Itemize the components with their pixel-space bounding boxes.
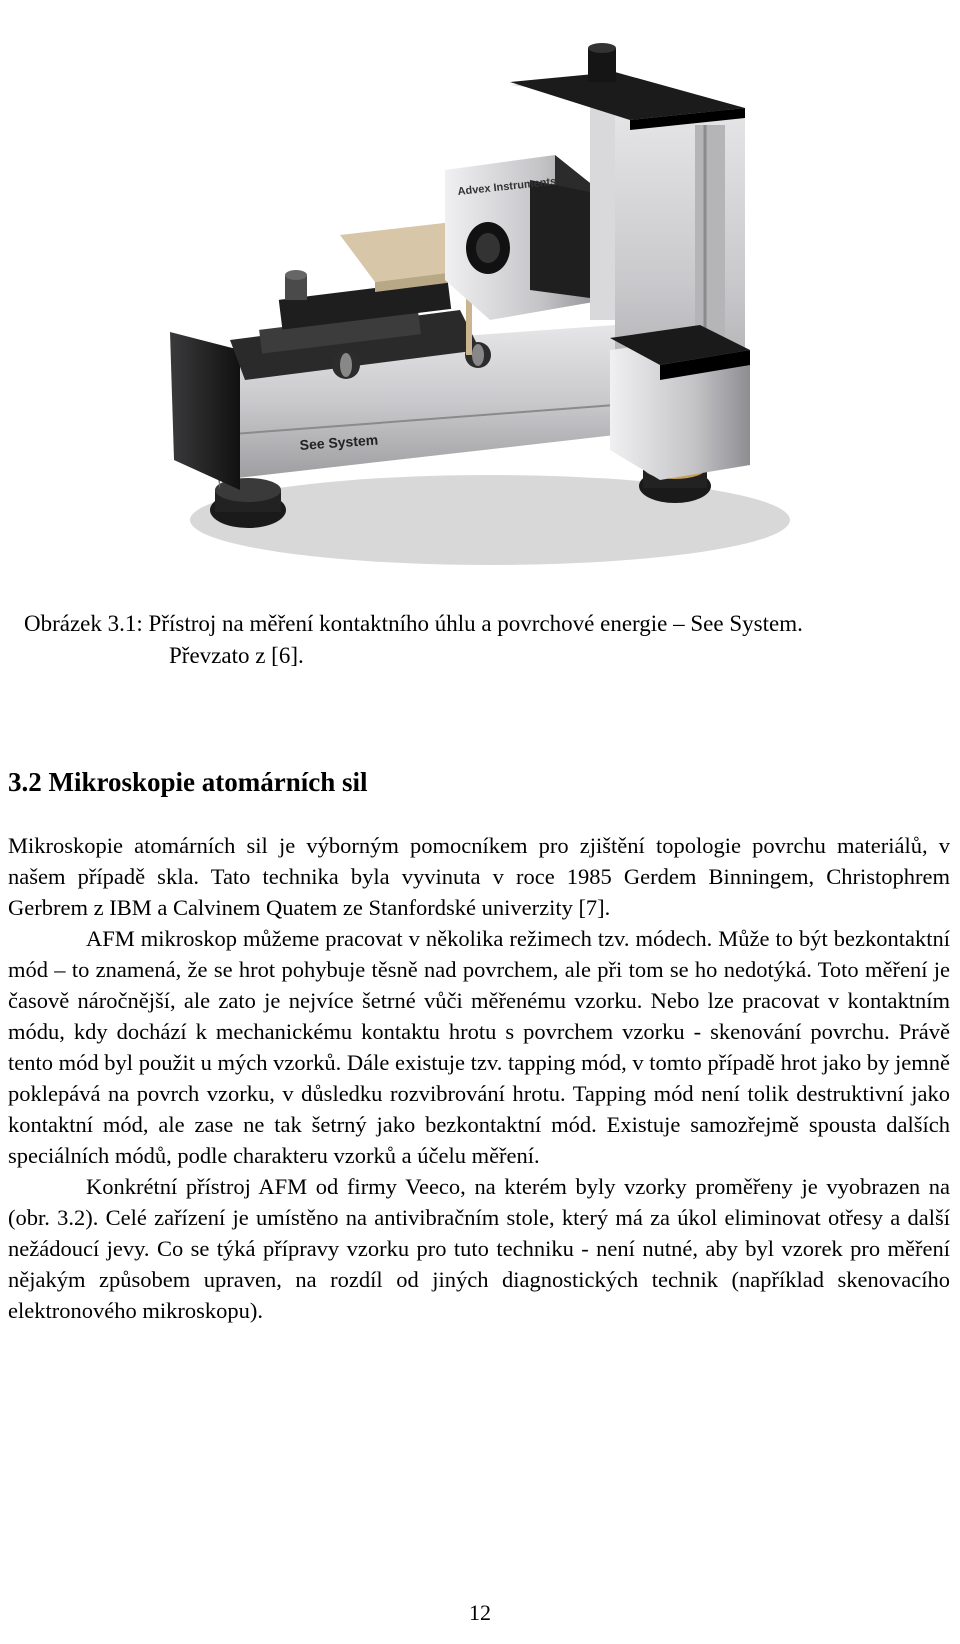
figure-caption [24,608,924,672]
section-body [8,830,950,1326]
brand-label: Advex Instruments [457,175,557,198]
base-label: See System [299,431,379,453]
caption-line-2: Převzato z [6]. [169,643,304,668]
paragraph-3: Konkrétní přístroj AFM od firmy Veeco, na kterém byly vzorky proměřeny je vyobrazen na (obr. 3.2). Celé zařízení je umístěno na antivibračním stole, který má za úkol eliminovat otřesy a další nežádoucí jevy. Co se týká přípravy vzorku pro tuto techniku - není nutné, aby byl vzorek pro měření nějakým způsobem upraven, na rozdíl od jiných diagnostických technik (například skenovacího elektronového mikroskopu). [8,1174,950,1323]
section-heading: 3.2 Mikroskopie atomárních sil [8,767,368,797]
page-number: 12 [469,1600,491,1625]
paragraph-2: AFM mikroskop můžeme pracovat v několika režimech tzv. módech. Může to být bezkontaktní mód – to znamená, že se hrot pohybuje těsně nad povrchem, ale při tom se ho nedotýká. Toto měření je časově náročnější, ale zato je nejvíce šetrné vůči měřenému vzorku. Nebo lze pracovat v kontaktním módu, kdy dochází k mechanickému kontaktu hrotu s povrchem vzorku - skenování povrchu. Právě tento mód byl použit u mých vzorků. Dále existuje tzv. tapping mód, v tomto případě hrot jako by jemně poklepává na povrch vzorku, v důsledku rozvibrování hrotu. Tapping mód není tolik destruktivní jako kontaktní mód, ale zase ne tak šetrný jako bezkontaktní mód. Existuje samozřejmě spousta dalších speciálních módů, podle charakteru vzorků a účelu měření. [8,926,950,1168]
paragraph-1: Mikroskopie atomárních sil je výborným pomocníkem pro zjištění topologie povrchu materiálů, v našem případě skla. Tato technika byla vyvinuta v roce 1985 Gerdem Binningem, Christophrem Gerbrem z IBM a Calvinem Quatem ze Stanfordské univerzity [7]. [8,833,950,920]
caption-line-1: Obrázek 3.1: Přístroj na měření kontaktního úhlu a povrchové energie – See System. [24,611,803,636]
instrument-photo [160,20,800,590]
